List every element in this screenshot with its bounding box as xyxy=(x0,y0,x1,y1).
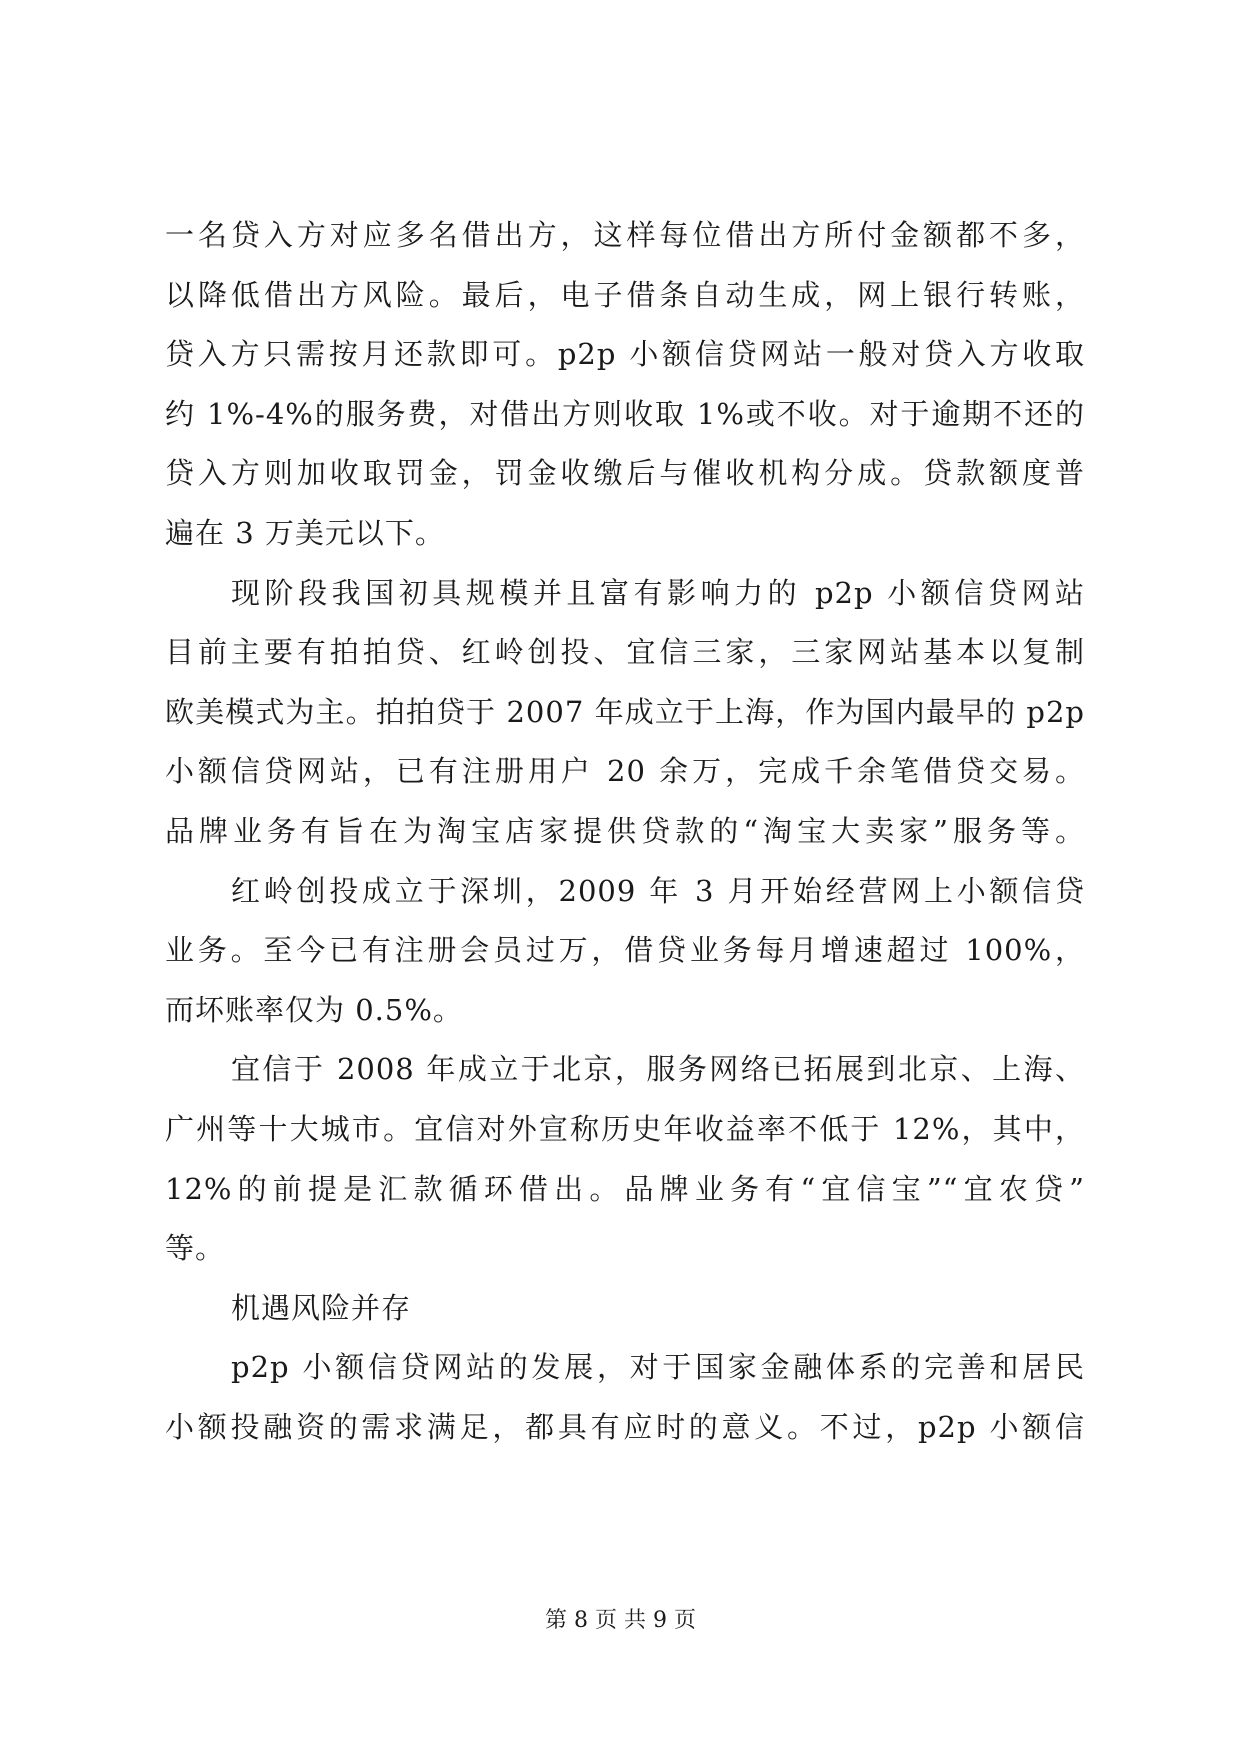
text-line: 宜信于 2008 年成立于北京，服务网络已拓展到北京、上海、 xyxy=(231,1052,1085,1087)
text-line: p2p 小额信贷网站的发展，对于国家金融体系的完善和居民 xyxy=(231,1350,1085,1385)
text-line: 广州等十大城市。宜信对外宣称历史年收益率不低于 12%，其中， xyxy=(165,1111,1085,1146)
text-line: 以降低借出方风险。最后，电子借条自动生成，网上银行转账， xyxy=(165,277,1085,312)
text-line: 贷入方则加收取罚金，罚金收缴后与催收机构分成。贷款额度普 xyxy=(165,456,1085,491)
text-line: 品牌业务有旨在为淘宝店家提供贷款的“淘宝大卖家”服务等。 xyxy=(165,813,1085,848)
text-line: 欧美模式为主。拍拍贷于 2007 年成立于上海，作为国内最早的 p2p xyxy=(165,694,1085,729)
page-footer: 第 8 页 共 9 页 xyxy=(545,1608,696,1633)
text-line: 而坏账率仅为 0.5%。 xyxy=(165,992,463,1027)
text-line: 目前主要有拍拍贷、红岭创投、宜信三家，三家网站基本以复制 xyxy=(165,635,1085,670)
text-line: 业务。至今已有注册会员过万，借贷业务每月增速超过 100%， xyxy=(165,933,1085,968)
text-line: 约 1%-4%的服务费，对借出方则收取 1%或不收。对于逾期不还的 xyxy=(165,396,1085,431)
text-line: 遍在 3 万美元以下。 xyxy=(165,515,445,550)
text-line: 红岭创投成立于深圳，2009 年 3 月开始经营网上小额信贷 xyxy=(231,873,1085,908)
text-line: 小额投融资的需求满足，都具有应时的意义。不过，p2p 小额信 xyxy=(165,1409,1085,1444)
text-line: 小额信贷网站，已有注册用户 20 余万，完成千余笔借贷交易。 xyxy=(165,754,1085,789)
text-line: 12%的前提是汇款循环借出。品牌业务有“宜信宝”“宜农贷” xyxy=(165,1171,1085,1206)
text-line: 一名贷入方对应多名借出方，这样每位借出方所付金额都不多， xyxy=(165,218,1085,252)
text-line: 贷入方只需按月还款即可。p2p 小额信贷网站一般对贷入方收取 xyxy=(165,337,1085,372)
document-body xyxy=(165,206,1085,1457)
text-line: 现阶段我国初具规模并且富有影响力的 p2p 小额信贷网站 xyxy=(231,575,1085,610)
text-line: 机遇风险并存 xyxy=(231,1290,412,1325)
text-line: 等。 xyxy=(165,1231,226,1266)
